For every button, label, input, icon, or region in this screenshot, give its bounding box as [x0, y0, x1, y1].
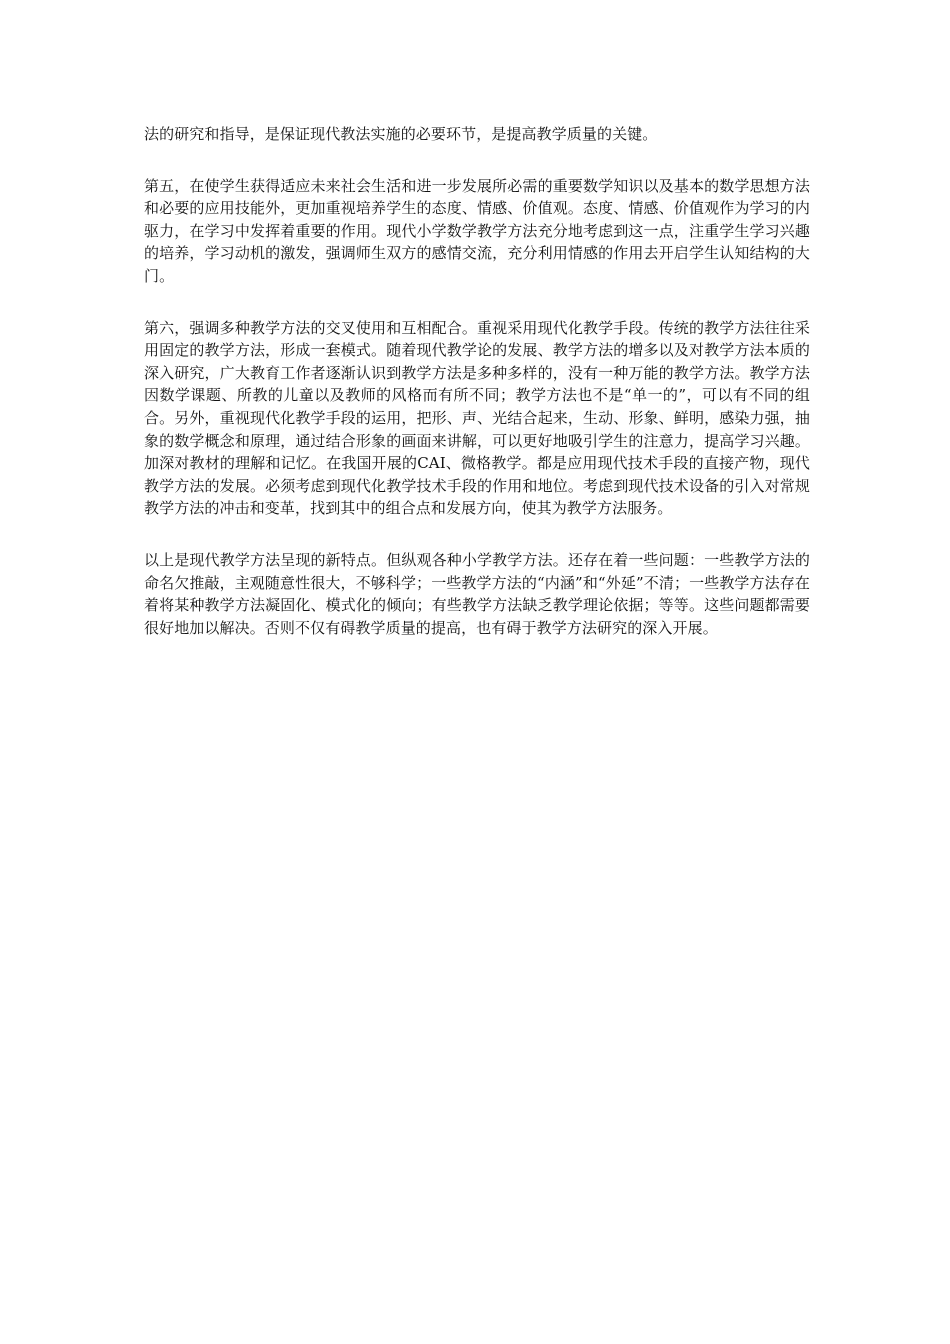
- document-body: [144, 123, 810, 639]
- paragraph-fifth: 第五，在使学生获得适应未来社会生活和进一步发展所必需的重要数学知识以及基本的数学思想方法和必要的应用技能外，更加重视培养学生的态度、情感、价值观。态度、情感、价值观作为学习的内驱力，在学习中发挥着重要的作用。现代小学数学教学方法充分地考虑到这一点，注重学生学习兴趣的培养，学习动机的激发，强调师生双方的感情交流，充分利用情感的作用去开启学生认知结构的大门。: [144, 176, 810, 285]
- paragraph-sixth: 第六，强调多种教学方法的交叉使用和互相配合。重视采用现代化教学手段。传统的教学方法往往采用固定的教学方法，形成一套模式。随着现代教学论的发展、教学方法的增多以及对教学方法本质的深入研究，广大教育工作者逐渐认识到教学方法是多种多样的，没有一种万能的教学方法。教学方法因数学课题、所教的儿童以及教师的风格而有所不同；教学方法也不是“单一的”，可以有不同的组合。另外，重视现代化教学手段的运用，把形、声、光结合起来，生动、形象、鲜明，感染力强，抽象的数学概念和原理，通过结合形象的画面来讲解，可以更好地吸引学生的注意力，提高学习兴趣。加深对教材的理解和记忆。在我国开展的CAI、微格教学。都是应用现代技术手段的直接产物，现代教学方法的发展。必须考虑到现代化教学技术手段的作用和地位。考虑到现代技术设备的引入对常规教学方法的冲击和变革，找到其中的组合点和发展方向，使其为教学方法服务。: [144, 318, 810, 518]
- paragraph-summary: 以上是现代教学方法呈现的新特点。但纵观各种小学教学方法。还存在着一些问题：一些教学方法的命名欠推敲，主观随意性很大，不够科学；一些教学方法的“内涵”和“外延”不清；一些教学方法存在着将某种教学方法凝固化、模式化的倾向；有些教学方法缺乏教学理论依据；等等。这些问题都需要很好地加以解决。否则不仅有碍教学质量的提高，也有碍于教学方法研究的深入开展。: [144, 550, 810, 637]
- paragraph-gap: [144, 288, 810, 317]
- paragraph-continuation: 法的研究和指导，是保证现代教法实施的必要环节，是提高教学质量的关键。: [144, 125, 658, 143]
- paragraph-gap: [144, 520, 810, 549]
- paragraph-gap: [144, 146, 810, 175]
